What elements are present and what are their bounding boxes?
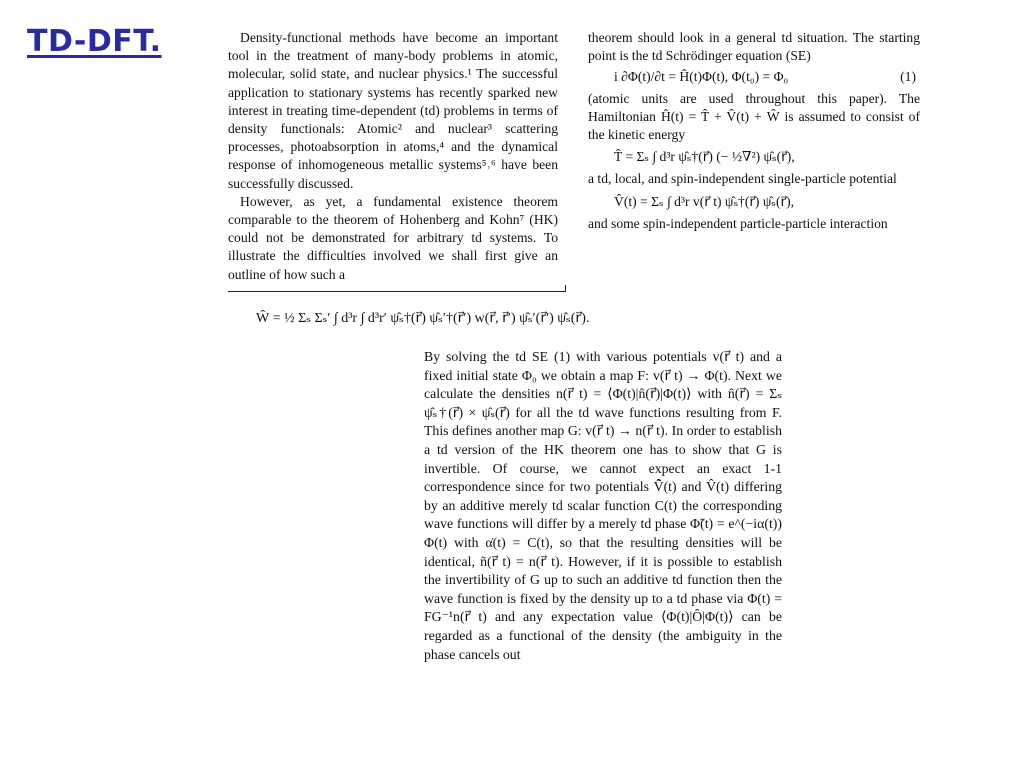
equation-1: i ∂Φ(t)/∂t = Ĥ(t)Φ(t), Φ(t₀) = Φ₀ [614, 69, 789, 85]
right-text-4: and some spin-independent particle-particle interaction [588, 215, 888, 231]
schrodinger-equation [588, 68, 920, 86]
column-divider-tick [565, 285, 566, 292]
left-paragraph-1: Density-functional methods have become an important tool in the treatment of many-body problems in atomic, molecular, solid state, and nuclear physics.¹ The successful application to stationary systems has recently sparked new interest in treating time-dependent (td) problems in terms of density functionals: Atomic² and nuclear³ scattering processes, photoabsorption in atoms,⁴ and the dynamical response of inhomogeneous metallic systems⁵˒⁶ have been successfully discussed. [228, 30, 558, 191]
potential-equation: V̂(t) = Σₛ ∫ d³r v(r⃗ t) ψ̂ₛ†(r⃗) ψ̂ₛ(r⃗), [614, 193, 794, 209]
equation-1-number: (1) [900, 69, 916, 85]
kinetic-energy-equation: T̂ = Σₛ ∫ d³r ψ̂ₛ†(r⃗) (− ½∇²) ψ̂ₛ(r⃗), [614, 149, 795, 165]
bottom-paragraph: By solving the td SE (1) with various potentials v(r⃗ t) and a fixed initial state Φ₀ we obtain a map F: v(r⃗ t) → Φ(t). Next we calculate the densities n(r⃗ t) = ⟨Φ(t)|n̂(r⃗)|Φ(t)⟩ with n̂(r⃗) = Σₛ ψ̂ₛ†(r⃗) × ψ̂ₛ(r⃗) for all the td wave functions resulting from F. This defines another map G: v(r⃗ t) → n(r⃗ t). In order to establish a td version of the HK theorem one has to show that G is invertible. Of course, we cannot expect an exact 1-1 correspondence since for two potentials V̂̃(t) and V̂(t) differing by an additive merely td scalar function C(t) the corresponding wave functions will differ by a merely td phase Φ̃(t) = e^(−iα(t)) Φ(t) with α̇(t) = C(t), so that the resulting densities will be identical, ñ(r⃗ t) = n(r⃗ t). However, if it is possible to establish the invertibility of G up to such an additive td function then the wave function is fixed by the density up to a td phase via Φ(t) = FG⁻¹n(r⃗ t) and any expectation value ⟨Φ(t)|Ô|Φ(t)⟩ can be regarded as a functional of the density (the ambiguity in the phase cancels out [424, 349, 782, 662]
interaction-equation: Ŵ = ½ Σₛ Σₛ′ ∫ d³r ∫ d³r′ ψ̂ₛ†(r⃗) ψ̂ₛ′†(r⃗′) w(r⃗, r⃗′) ψ̂ₛ′(r⃗′) ψ̂ₛ(r⃗). [256, 311, 590, 326]
right-text-3: a td, local, and spin-independent single-particle potential [588, 171, 897, 187]
slide-title: TD-DFT. [27, 24, 162, 59]
right-text-column [588, 29, 920, 233]
right-text-2: (atomic units are used throughout this paper). The Hamiltonian Ĥ(t) = T̂ + V̂(t) + Ŵ is assumed to consist of the kinetic energy [588, 90, 920, 143]
left-text-column [228, 29, 558, 284]
left-paragraph-2: However, as yet, a fundamental existence theorem comparable to the theorem of Hohenberg and Kohn⁷ (HK) could not be demonstrated for arbitrary td systems. To illustrate the difficulties involved we shall first give an outline of how such a [228, 193, 558, 282]
bottom-text-column [424, 348, 782, 664]
right-text-1: theorem should look in a general td situation. The starting point is the td Schrödinger equation (SE) [588, 30, 920, 64]
column-divider-rule [228, 291, 566, 292]
